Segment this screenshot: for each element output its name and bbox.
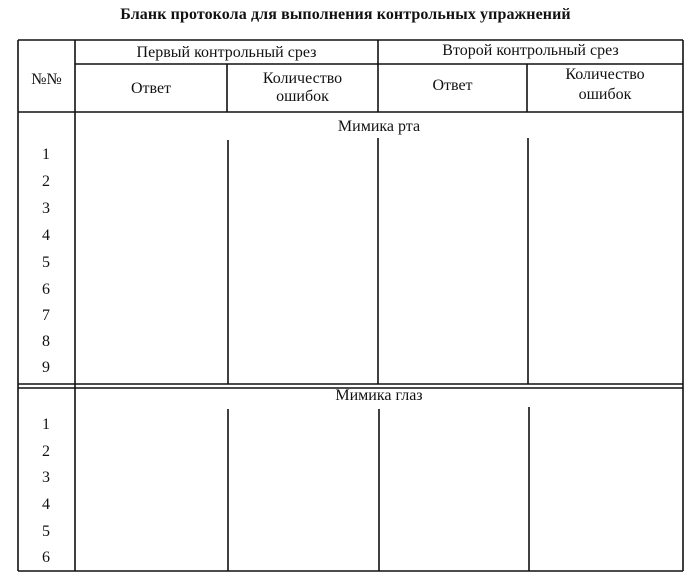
row-number: 3 <box>42 469 50 486</box>
row-number: 7 <box>42 307 50 324</box>
row-number: 8 <box>42 333 50 350</box>
row-number: 9 <box>42 359 50 376</box>
first-errors-header-line1: Количество <box>262 70 343 87</box>
second-errors-header-line1: Количество <box>565 66 645 83</box>
row-number: 4 <box>42 227 50 244</box>
row-number: 3 <box>42 200 50 217</box>
first-answer-header: Ответ <box>130 80 172 97</box>
row-number: 6 <box>42 549 50 566</box>
row-number: 2 <box>42 443 50 460</box>
row-number: 1 <box>42 416 50 433</box>
number-column-header: №№ <box>31 71 62 88</box>
first-errors-header-line2: ошибок <box>276 88 329 105</box>
section-title-eyes: Мимика глаз <box>335 387 423 404</box>
second-errors-header-line2: ошибок <box>578 86 632 103</box>
row-number: 5 <box>42 523 50 540</box>
second-cut-header: Второй контрольный срез <box>442 42 619 59</box>
section-title-mouth: Мимика рта <box>337 118 421 135</box>
row-number: 1 <box>42 146 50 163</box>
row-number: 5 <box>42 254 50 271</box>
row-number: 6 <box>42 281 50 298</box>
form-title: Бланк протокола для выполнения контрольных упражнений <box>120 6 571 23</box>
first-cut-header: Первый контрольный срез <box>136 44 317 61</box>
second-answer-header: Ответ <box>432 77 473 94</box>
row-number: 2 <box>42 173 50 190</box>
row-number: 4 <box>42 496 50 513</box>
